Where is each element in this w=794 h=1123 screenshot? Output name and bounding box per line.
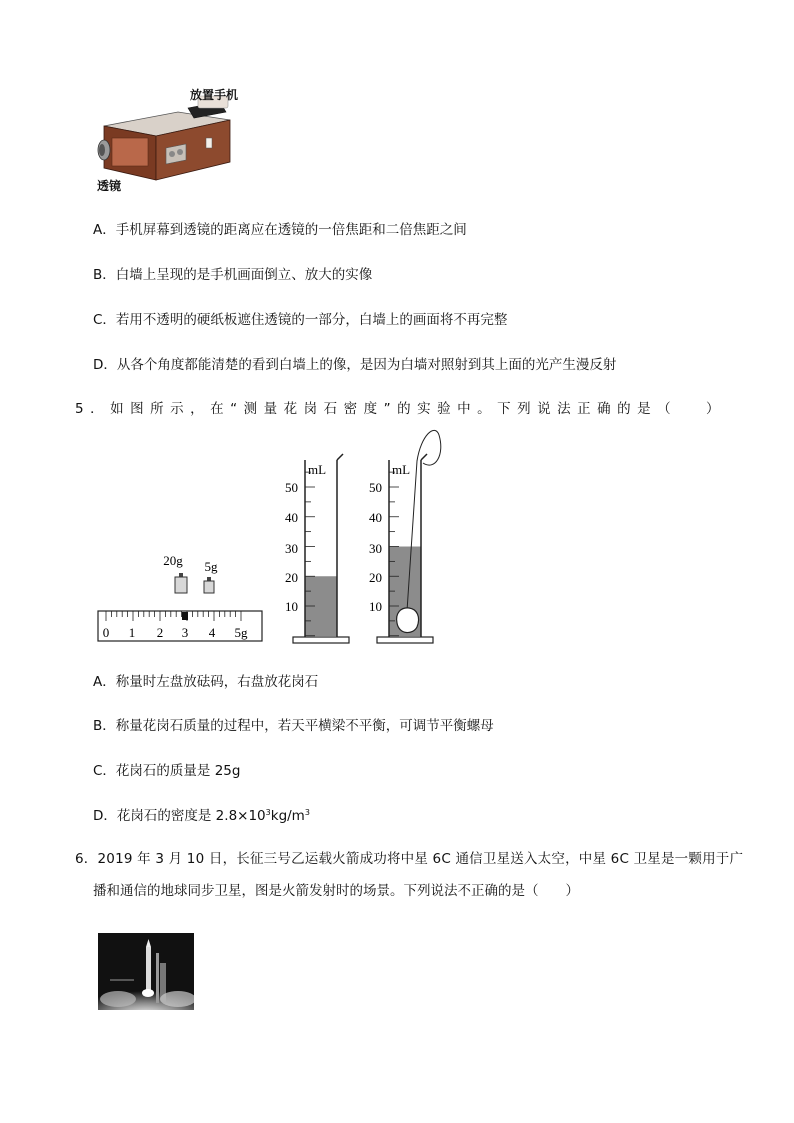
scale-rider [182,612,188,620]
weight-20g [175,573,187,593]
cyl2-tick-50: 50 [369,480,382,495]
q4-option-d: D．从各个角度都能清楚的看到白墙上的像，是因为白墙对照射到其上面的光产生漫反射 [93,357,617,373]
q5-option-a: A．称量时左盘放砝码，右盘放花岗石 [93,674,319,690]
q5-figure-svg [95,425,445,650]
cyl2-tick-30: 30 [369,541,382,556]
rocket-launch-illustration [98,933,194,1010]
cyl2-tick-10: 10 [369,599,382,614]
scale-label-3: 3 [181,625,189,640]
q4-option-b: B．白墙上呈现的是手机画面倒立、放大的实像 [93,267,373,283]
weight-5g [204,577,214,593]
cyl1-tick-40: 40 [285,510,298,525]
q6-line-1: 6．2019 年 3 月 10 日，长征三号乙运载火箭成功将中星 6C 通信卫星送入太空，中星 6C 卫星是一颗用于广 [75,851,744,867]
scale-label-2: 2 [156,625,164,640]
cylinder-2-unit: mL [392,462,411,477]
scale-label-1: 1 [128,625,136,640]
q5-option-c: C．花岗石的质量是 25g [93,763,241,779]
scale-label-4: 4 [208,625,216,640]
granite-stone [397,608,419,633]
cyl1-tick-50: 50 [285,480,298,495]
scale-label-5g: 5g [234,625,248,640]
cylinder-1-unit: mL [308,462,327,477]
cylinder-2 [369,430,441,643]
weight-label-20g: 20g [163,553,183,568]
q4-option-c: C．若用不透明的硬纸板遮住透镜的一部分，白墙上的画面将不再完整 [93,312,508,328]
label-lens: 透镜 [97,179,122,193]
cylinder-1 [285,454,349,643]
label-phone: 放置手机 [190,88,239,102]
cyl1-tick-10: 10 [285,599,298,614]
q5-option-d [93,807,310,825]
q5-figure [95,425,445,650]
q6-line-2: 播和通信的地球同步卫星，图是火箭发射时的场景。下列说法不正确的是（ ） [93,883,579,899]
q5-option-d-unit: kg/m [270,808,305,824]
cyl1-tick-20: 20 [285,570,298,585]
cyl2-tick-40: 40 [369,510,382,525]
rocket-launch-photo [98,933,194,1010]
scale-label-0: 0 [102,625,110,640]
cyl1-tick-30: 30 [285,541,298,556]
q4-option-a: A．手机屏幕到透镜的距离应在透镜的一倍焦距和二倍焦距之间 [93,222,467,238]
q5-paren-close: ） [706,401,720,417]
q5-option-d-prefix: D．花岗石的密度是 2.8×10 [93,808,266,824]
q5-option-d-exp2: 3 [304,808,310,817]
q5-option-d-exp1: 3 [265,808,271,817]
balance-beam-scale [98,611,262,641]
weight-label-5g: 5g [204,559,218,574]
q5-option-b: B．称量花岗石质量的过程中，若天平横梁不平衡，可调节平衡螺母 [93,718,494,734]
cyl2-tick-20: 20 [369,570,382,585]
q5-stem: 5．如图所示，在“测量花岗石密度”的实验中。下列说法正确的是（ [75,401,678,417]
